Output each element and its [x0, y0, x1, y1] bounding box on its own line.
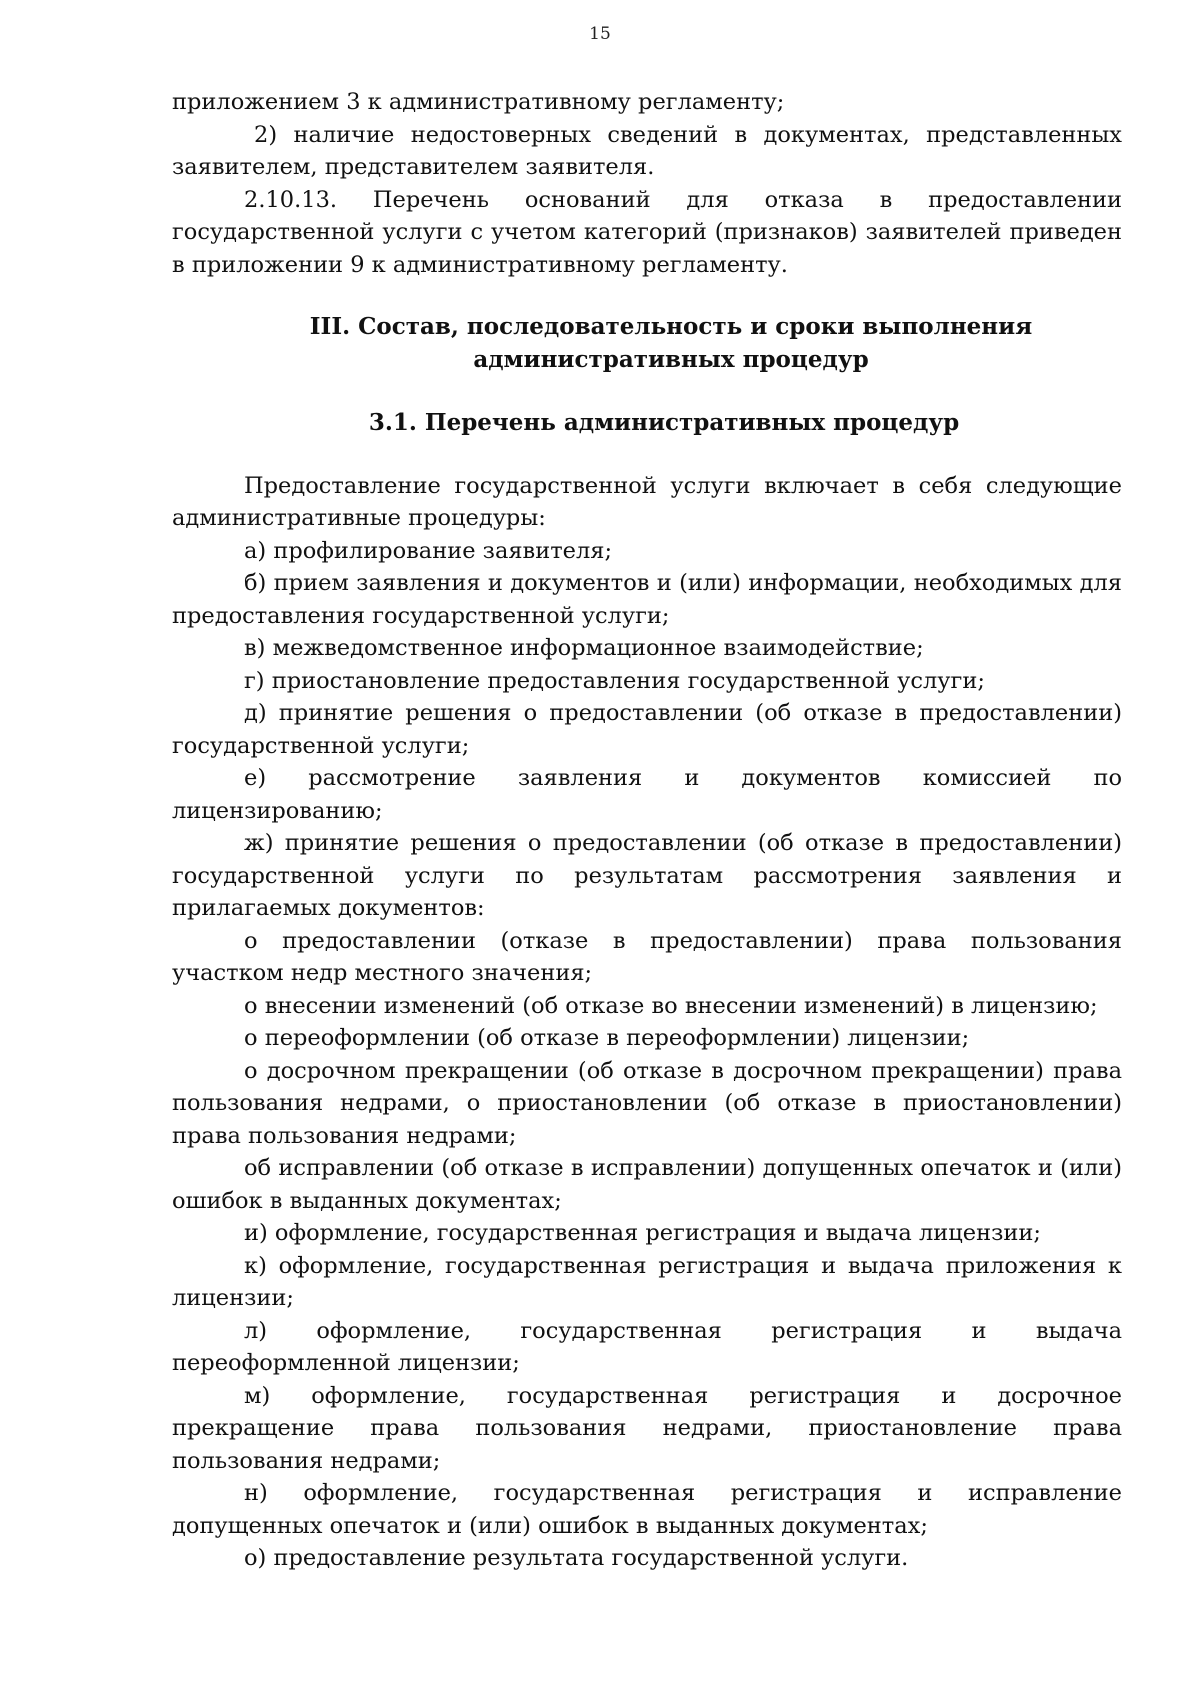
- procedure-item-v: в) межведомственное информационное взаимодействие;: [244, 635, 924, 661]
- page-content: [172, 86, 1122, 1575]
- section-heading-line2: административных процедур: [473, 345, 869, 373]
- procedure-item-m: м) оформление, государственная регистрация и досрочное прекращение права пользования недрами, приостановление права пользования недрами;: [172, 1382, 1122, 1474]
- procedure-subitem-amend: о внесении изменений (об отказе во внесении изменений) в лицензию;: [244, 992, 1098, 1019]
- procedure-item-a: а) профилирование заявителя;: [244, 537, 613, 564]
- procedure-item-o: о) предоставление результата государственной услуги.: [244, 1545, 909, 1571]
- intro-paragraph-item-2: 2) наличие недостоверных сведений в документах, представленных заявителем, представителем заявителя.: [172, 121, 1122, 180]
- procedure-item-d: д) принятие решения о предоставлении (об отказе в предоставлении) государственной услуги;: [172, 700, 1122, 759]
- procedure-item-i: и) оформление, государственная регистрация и выдача лицензии;: [244, 1220, 1041, 1246]
- procedure-item-n: н) оформление, государственная регистрация и исправление допущенных опечаток и (или) ошибок в выданных документах;: [172, 1480, 1122, 1539]
- page-number: 15: [589, 24, 611, 44]
- procedure-subitem-reissue: о переоформлении (об отказе в переоформлении) лицензии;: [244, 1025, 970, 1051]
- procedures-intro: Предоставление государственной услуги включает в себя следующие административные процедуры:: [172, 472, 1122, 531]
- procedure-item-g: г) приостановление предоставления государственной услуги;: [244, 667, 985, 694]
- section-heading: [172, 311, 1122, 376]
- procedure-item-l: л) оформление, государственная регистрация и выдача переоформленной лицензии;: [172, 1317, 1122, 1376]
- procedure-subitem-correct: об исправлении (об отказе в исправлении) допущенных опечаток и (или) ошибок в выданных документах;: [172, 1155, 1122, 1214]
- procedure-subitem-grant: о предоставлении (отказе в предоставлении) права пользования участком недр местного значения;: [172, 927, 1122, 986]
- intro-paragraph-2-10-13: 2.10.13. Перечень оснований для отказа в предоставлении государственной услуги с учетом категорий (признаков) заявителей приведен в приложении 9 к административному регламенту.: [172, 186, 1122, 278]
- procedure-item-zh: ж) принятие решения о предоставлении (об отказе в предоставлении) государственной услуги по результатам рассмотрения заявления и прилагаемых документов:: [172, 830, 1122, 921]
- section-heading-line1: III. Состав, последовательность и сроки выполнения: [309, 313, 1033, 340]
- procedure-item-b: б) прием заявления и документов и (или) информации, необходимых для предоставления государственной услуги;: [172, 570, 1122, 629]
- procedure-subitem-terminate: о досрочном прекращении (об отказе в досрочном прекращении) права пользования недрами, о приостановлении (об отказе в приостановлении) права пользования недрами;: [172, 1057, 1122, 1149]
- procedure-item-k: к) оформление, государственная регистрация и выдача приложения к лицензии;: [172, 1252, 1122, 1311]
- intro-paragraph-continuation: приложением 3 к административному регламенту;: [172, 89, 785, 115]
- subsection-heading: 3.1. Перечень административных процедур: [368, 409, 960, 436]
- procedure-item-e: е) рассмотрение заявления и документов комиссией по лицензированию;: [172, 765, 1122, 824]
